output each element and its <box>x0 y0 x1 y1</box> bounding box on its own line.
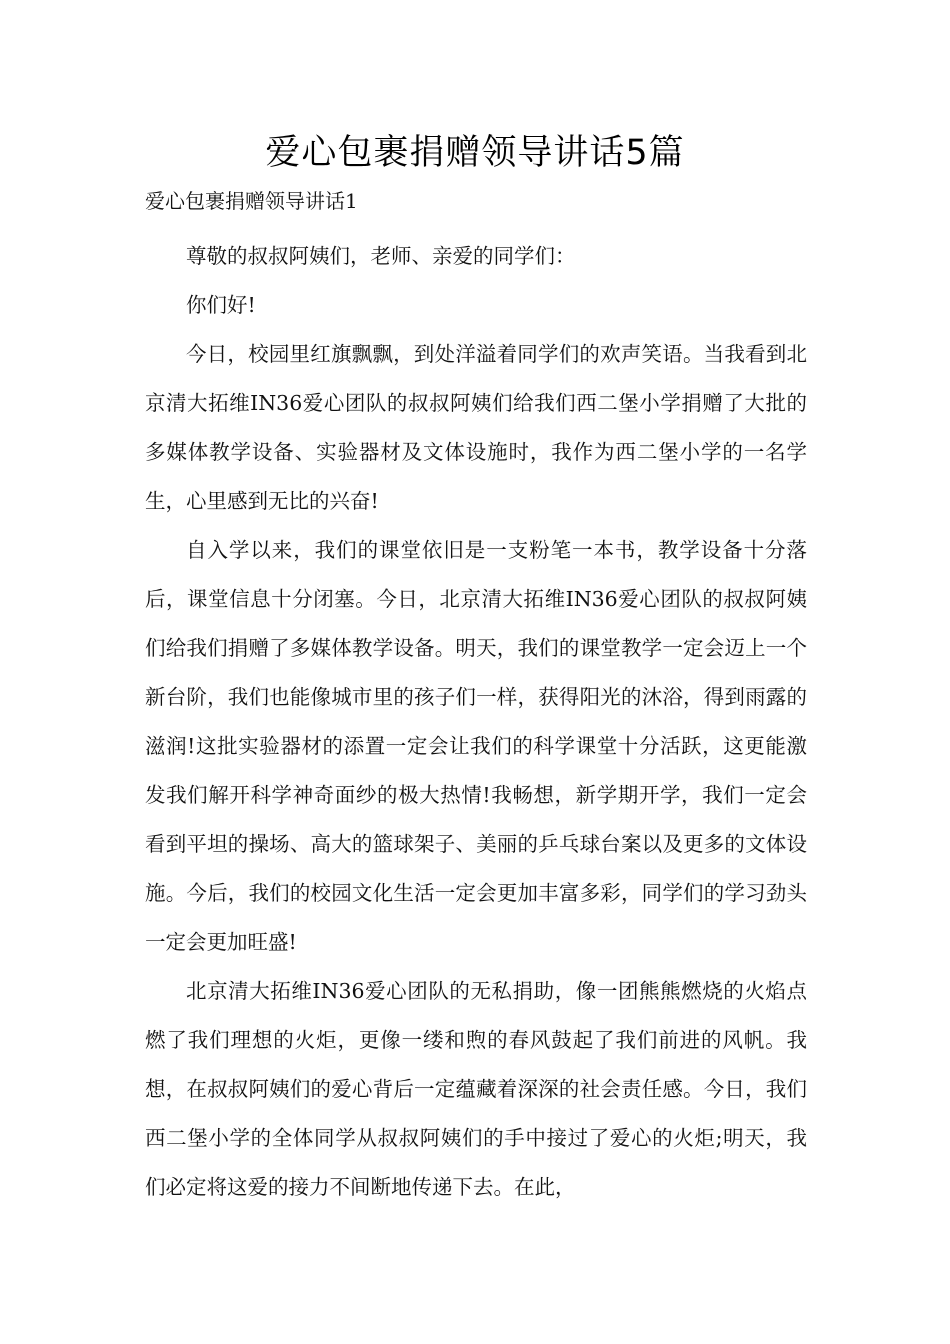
document-title: 爱心包裹捐赠领导讲话5篇 <box>265 133 685 173</box>
paragraph-3: 北京清大拓维IN36爱心团队的无私捐助，像一团熊熊燃烧的火焰点燃了我们理想的火炬，更像一缕和煦的春风鼓起了我们前进的风帆。我想，在叔叔阿姨们的爱心背后一定蕴藏着深深的社会责任感。今日，我们西二堡小学的全体同学从叔叔阿姨们的手中接过了爱心的火炬;明天，我们必定将这爱的接力不间断地传递下去。在此， <box>145 979 807 1199</box>
paragraph-2: 自入学以来，我们的课堂依旧是一支粉笔一本书，教学设备十分落后，课堂信息十分闭塞。今日，北京清大拓维IN36爱心团队的叔叔阿姨们给我们捐赠了多媒体教学设备。明天，我们的课堂教学一定会迈上一个新台阶，我们也能像城市里的孩子们一样，获得阳光的沐浴，得到雨露的滋润!这批实验器材的添置一定会让我们的科学课堂十分活跃，这更能激发我们解开科学神奇面纱的极大热情!我畅想，新学期开学，我们一定会看到平坦的操场、高大的篮球架子、美丽的乒乓球台案以及更多的文体设施。今后，我们的校园文化生活一定会更加丰富多彩，同学们的学习劲头一定会更加旺盛! <box>145 538 807 954</box>
paragraph-hello: 你们好! <box>186 293 256 317</box>
document-body <box>145 232 807 1212</box>
section-heading: 爱心包裹捐赠领导讲话1 <box>145 189 358 213</box>
paragraph-greeting: 尊敬的叔叔阿姨们，老师、亲爱的同学们： <box>186 244 576 268</box>
paragraph-1: 今日，校园里红旗飘飘，到处洋溢着同学们的欢声笑语。当我看到北京清大拓维IN36爱心团队的叔叔阿姨们给我们西二堡小学捐赠了大批的多媒体教学设备、实验器材及文体设施时，我作为西二堡小学的一名学生，心里感到无比的兴奋! <box>145 342 807 513</box>
